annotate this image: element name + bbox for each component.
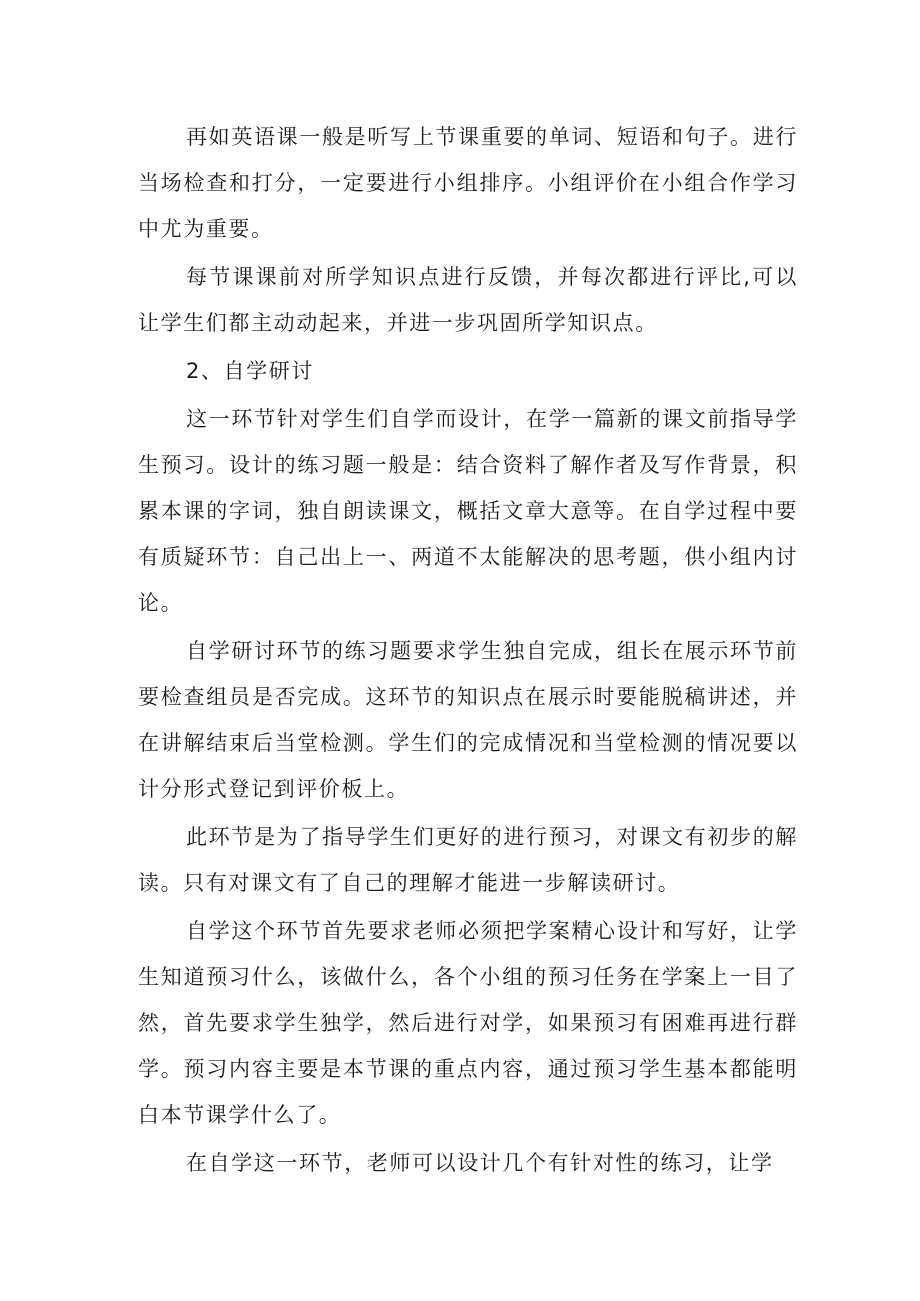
paragraph-preview-purpose: 此环节是为了指导学生们更好的进行预习，对课文有初步的解读。只有对课文有了自己的理解才能进一步解读研讨。 bbox=[138, 825, 798, 895]
section-heading-self-study: 2、自学研讨 bbox=[186, 359, 314, 383]
paragraph-self-study-design: 这一环节针对学生们自学而设计，在学一篇新的课文前指导学生预习。设计的练习题一般是：结合资料了解作者及写作背景，积累本课的字词，独自朗读课文，概括文章大意等。在自学过程中要有质疑环节：自己出上一、两道不太能解决的思考题，供小组内讨论。 bbox=[138, 407, 798, 615]
paragraph-self-study-exercises: 自学研讨环节的练习题要求学生独自完成，组长在展示环节前要检查组员是否完成。这环节的知识点在展示时要能脱稿讲述，并在讲解结束后当堂检测。学生们的完成情况和当堂检测的情况要以计分形式登记到评价板上。 bbox=[138, 639, 798, 801]
document-body bbox=[138, 114, 798, 1188]
paragraph-targeted-practice: 在自学这一环节，老师可以设计几个有针对性的练习，让学 bbox=[186, 1151, 774, 1175]
paragraph-english-dictation: 再如英语课一般是听写上节课重要的单词、短语和句子。进行当场检查和打分，一定要进行小组排序。小组评价在小组合作学习中尤为重要。 bbox=[138, 125, 798, 241]
paragraph-pre-class-feedback: 每节课课前对所学知识点进行反馈，并每次都进行评比,可以让学生们都主动动起来，并进一步巩固所学知识点。 bbox=[138, 265, 798, 335]
paragraph-teacher-plan: 自学这个环节首先要求老师必须把学案精心设计和写好，让学生知道预习什么，该做什么，各个小组的预习任务在学案上一目了然，首先要求学生独学，然后进行对学，如果预习有困难再进行群学。预习内容主要是本节课的重点内容，通过预习学生基本都能明白本节课学什么了。 bbox=[138, 919, 798, 1127]
